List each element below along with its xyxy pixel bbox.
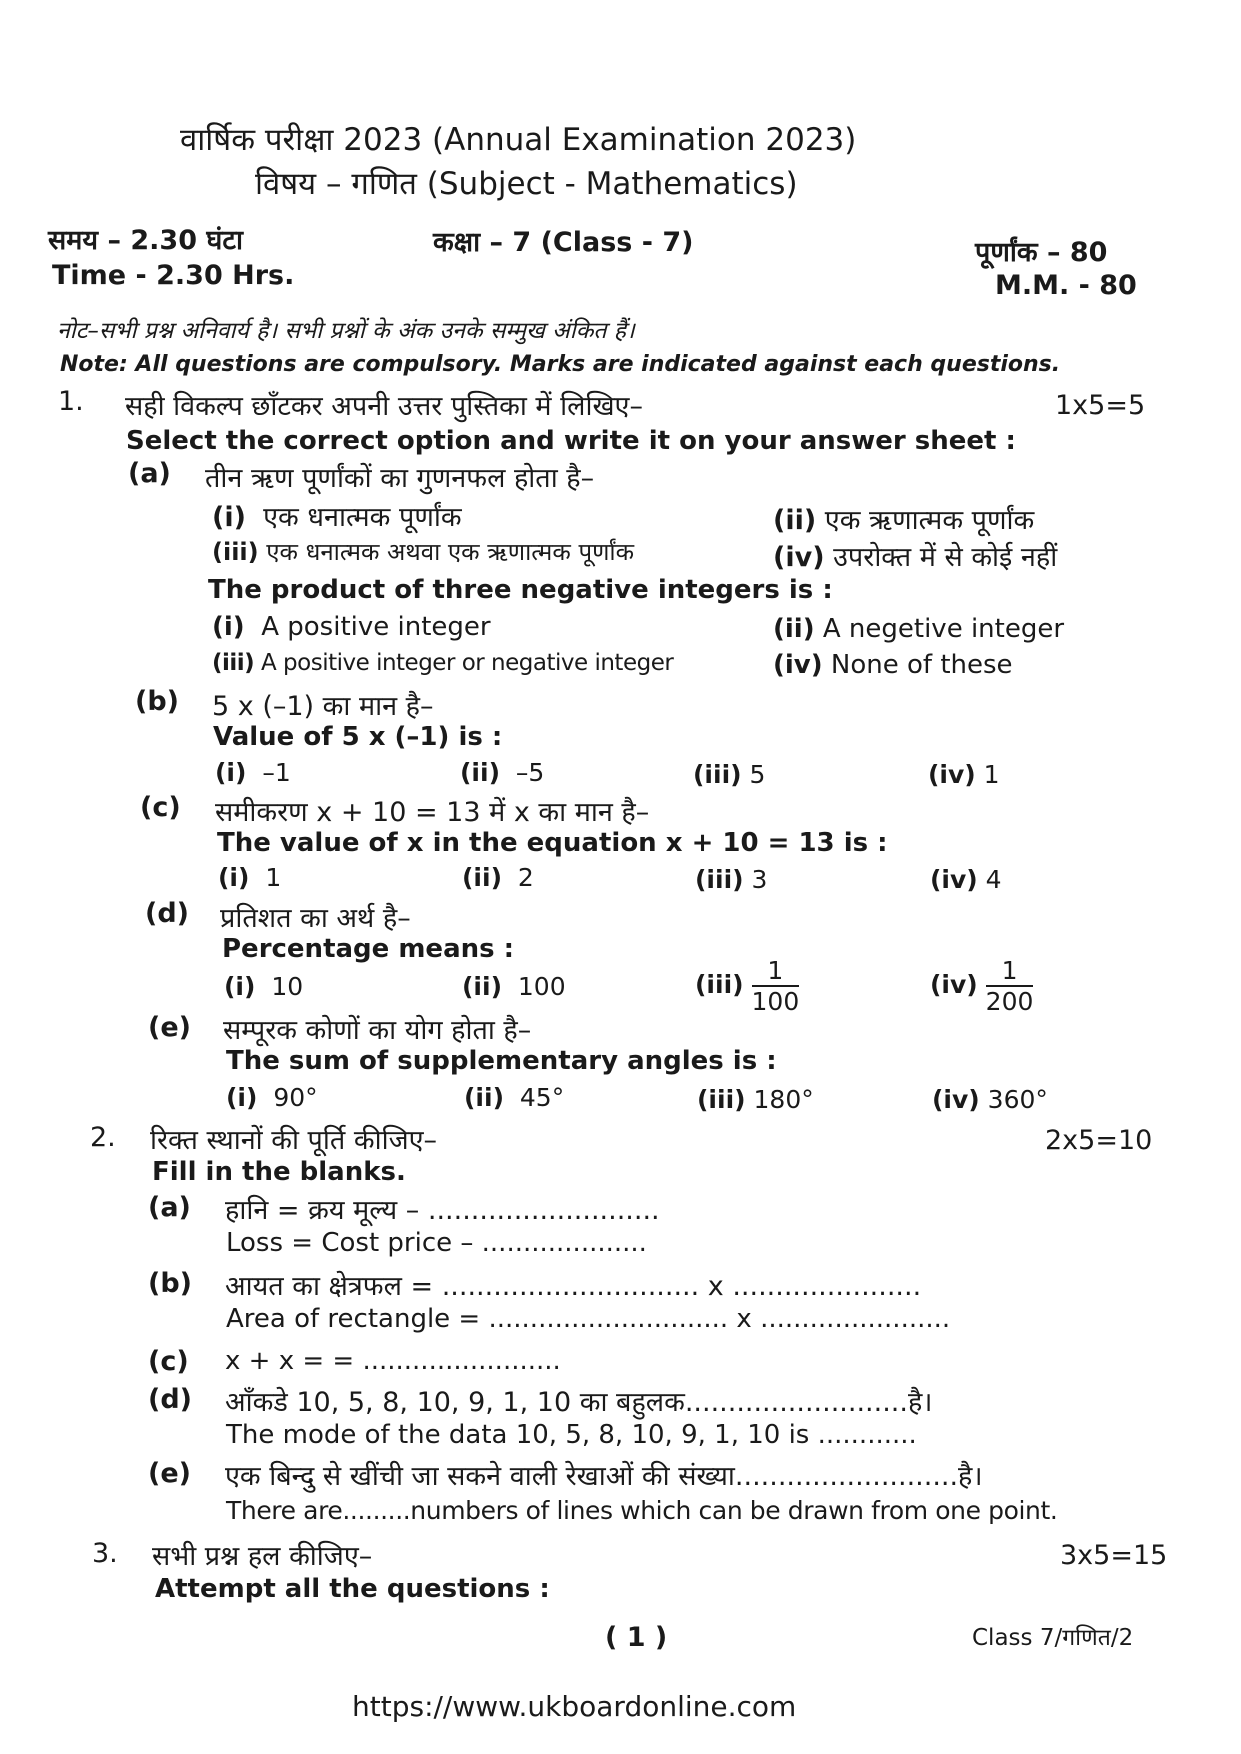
paper-code: Class 7/गणित/2 — [972, 1625, 1134, 1651]
note-english: Note: All questions are compulsory. Marks are indicated against each questions. — [60, 352, 1061, 377]
q1e-question-hindi: सम्पूरक कोणों का योग होता है– — [223, 1015, 532, 1046]
page-number: ( 1 ) — [605, 1622, 668, 1653]
q2c-label: (c) — [148, 1346, 189, 1377]
q1d-opt-1: (i) 10 — [224, 972, 304, 1001]
q1e-opt-1: (i) 90° — [226, 1083, 318, 1112]
q2a-english: Loss = Cost price – .................... — [226, 1228, 647, 1258]
q1c-opt-4: (iv) 4 — [930, 865, 1002, 894]
time-hindi: समय – 2.30 घंटा — [48, 225, 243, 256]
q2e-english: There are.........numbers of lines which can be drawn from one point. — [226, 1496, 1058, 1525]
q1a-opt-hi-1: (i) एक धनात्मक पूर्णांक — [212, 502, 462, 533]
q1-instruction-hindi: सही विकल्प छाँटकर अपनी उत्तर पुस्तिका में लिखिए– — [125, 391, 643, 422]
q1a-opt-hi-4: (iv) उपरोक्त में से कोई नहीं — [773, 542, 1058, 573]
q1a-opt-hi-3: (iii) एक धनात्मक अथवा एक ऋणात्मक पूर्णांक — [212, 538, 635, 566]
q1d-label: (d) — [145, 898, 190, 929]
q1b-opt-4: (iv) 1 — [928, 760, 1000, 789]
q1a-question-english: The product of three negative integers is : — [208, 575, 833, 605]
q1d-opt-3: (iii) $\frac{1}{100}$ — [695, 956, 800, 1016]
q1c-opt-3: (iii) 3 — [695, 865, 768, 894]
q1a-opt-en-4: (iv) None of these — [773, 650, 1013, 680]
q1c-opt-2: (ii) 2 — [462, 863, 534, 892]
q1-instruction-english: Select the correct option and write it on your answer sheet : — [126, 426, 1016, 456]
q1e-opt-2: (ii) 45° — [464, 1083, 565, 1112]
q1e-opt-4: (iv) 360° — [932, 1085, 1048, 1114]
q1c-question-english: The value of x in the equation x + 10 = 13 is : — [217, 828, 888, 858]
q1d-opt-2: (ii) 100 — [462, 972, 566, 1001]
time-english: Time - 2.30 Hrs. — [52, 260, 295, 291]
q1e-opt-3: (iii) 180° — [697, 1085, 814, 1114]
q3-number: 3. — [92, 1538, 118, 1569]
q1b-question-hindi: 5 x (–1) का मान है– — [212, 691, 434, 722]
q2c-text: x + x = = ........................ — [225, 1346, 561, 1376]
max-marks-english: M.M. - 80 — [995, 270, 1137, 301]
q2b-english: Area of rectangle = ............................. x ....................... — [226, 1304, 951, 1334]
q1a-opt-en-1: (i) A positive integer — [212, 612, 491, 642]
q1b-opt-3: (iii) 5 — [693, 760, 766, 789]
q1a-opt-en-2: (ii) A negetive integer — [773, 614, 1065, 644]
q1-marks: 1x5=5 — [1055, 390, 1146, 421]
q1b-opt-2: (ii) –5 — [460, 758, 545, 787]
exam-title: वार्षिक परीक्षा 2023 (Annual Examination 2023) — [180, 122, 857, 158]
q1d-question-english: Percentage means : — [222, 934, 515, 964]
q1c-question-hindi: समीकरण x + 10 = 13 में x का मान है– — [215, 797, 650, 828]
q1b-question-english: Value of 5 x (–1) is : — [213, 722, 503, 752]
q1a-question-hindi: तीन ऋण पूर्णांकों का गुणनफल होता है– — [205, 463, 595, 494]
q2-instruction-english: Fill in the blanks. — [152, 1157, 406, 1187]
note-hindi: नोट–सभी प्रश्न अनिवार्य है। सभी प्रश्नों के अंक उनके सम्मुख अंकित हैं। — [57, 318, 635, 344]
q1b-label: (b) — [135, 686, 180, 717]
q2a-label: (a) — [148, 1192, 191, 1223]
q2a-hindi: हानि = क्रय मूल्य – ........................... — [225, 1195, 660, 1226]
class-label: कक्षा – 7 (Class - 7) — [433, 227, 694, 258]
q1a-opt-hi-2: (ii) एक ऋणात्मक पूर्णांक — [773, 505, 1035, 536]
q2d-label: (d) — [148, 1384, 193, 1415]
max-marks-hindi: पूर्णांक – 80 — [975, 237, 1108, 268]
q2e-hindi: एक बिन्दु से खींची जा सकने वाली रेखाओं की संख्या..........................है। — [225, 1461, 983, 1492]
q2d-hindi: आँकडे 10, 5, 8, 10, 9, 1, 10 का बहुलक..........................है। — [225, 1387, 933, 1418]
q1-number: 1. — [58, 386, 84, 417]
q2-number: 2. — [90, 1122, 116, 1153]
subject-title: विषय – गणित (Subject - Mathematics) — [255, 166, 798, 202]
q1c-label: (c) — [140, 792, 181, 823]
q1d-question-hindi: प्रतिशत का अर्थ है– — [220, 903, 411, 934]
q1a-opt-en-3: (iii) A positive integer or negative integer — [212, 650, 674, 676]
q1d-opt-4: (iv) $\frac{1}{200}$ — [930, 956, 1034, 1016]
q2b-label: (b) — [148, 1268, 193, 1299]
q1b-opt-1: (i) –1 — [215, 758, 291, 787]
q3-instruction-english: Attempt all the questions : — [155, 1574, 550, 1604]
q2b-hindi: आयत का क्षेत्रफल = .............................. x ...................... — [225, 1271, 922, 1302]
q1c-opt-1: (i) 1 — [218, 863, 282, 892]
q2-marks: 2x5=10 — [1045, 1125, 1153, 1156]
q1e-label: (e) — [148, 1012, 191, 1043]
q2e-label: (e) — [148, 1458, 191, 1489]
q3-marks: 3x5=15 — [1060, 1540, 1168, 1571]
q2-instruction-hindi: रिक्त स्थानों की पूर्ति कीजिए– — [150, 1125, 438, 1156]
q1e-question-english: The sum of supplementary angles is : — [226, 1046, 777, 1076]
q3-instruction-hindi: सभी प्रश्न हल कीजिए– — [152, 1541, 373, 1572]
q2d-english: The mode of the data 10, 5, 8, 10, 9, 1, 10 is ............ — [226, 1420, 917, 1450]
q1a-label: (a) — [128, 458, 171, 489]
source-url: https://www.ukboardonline.com — [352, 1690, 797, 1723]
